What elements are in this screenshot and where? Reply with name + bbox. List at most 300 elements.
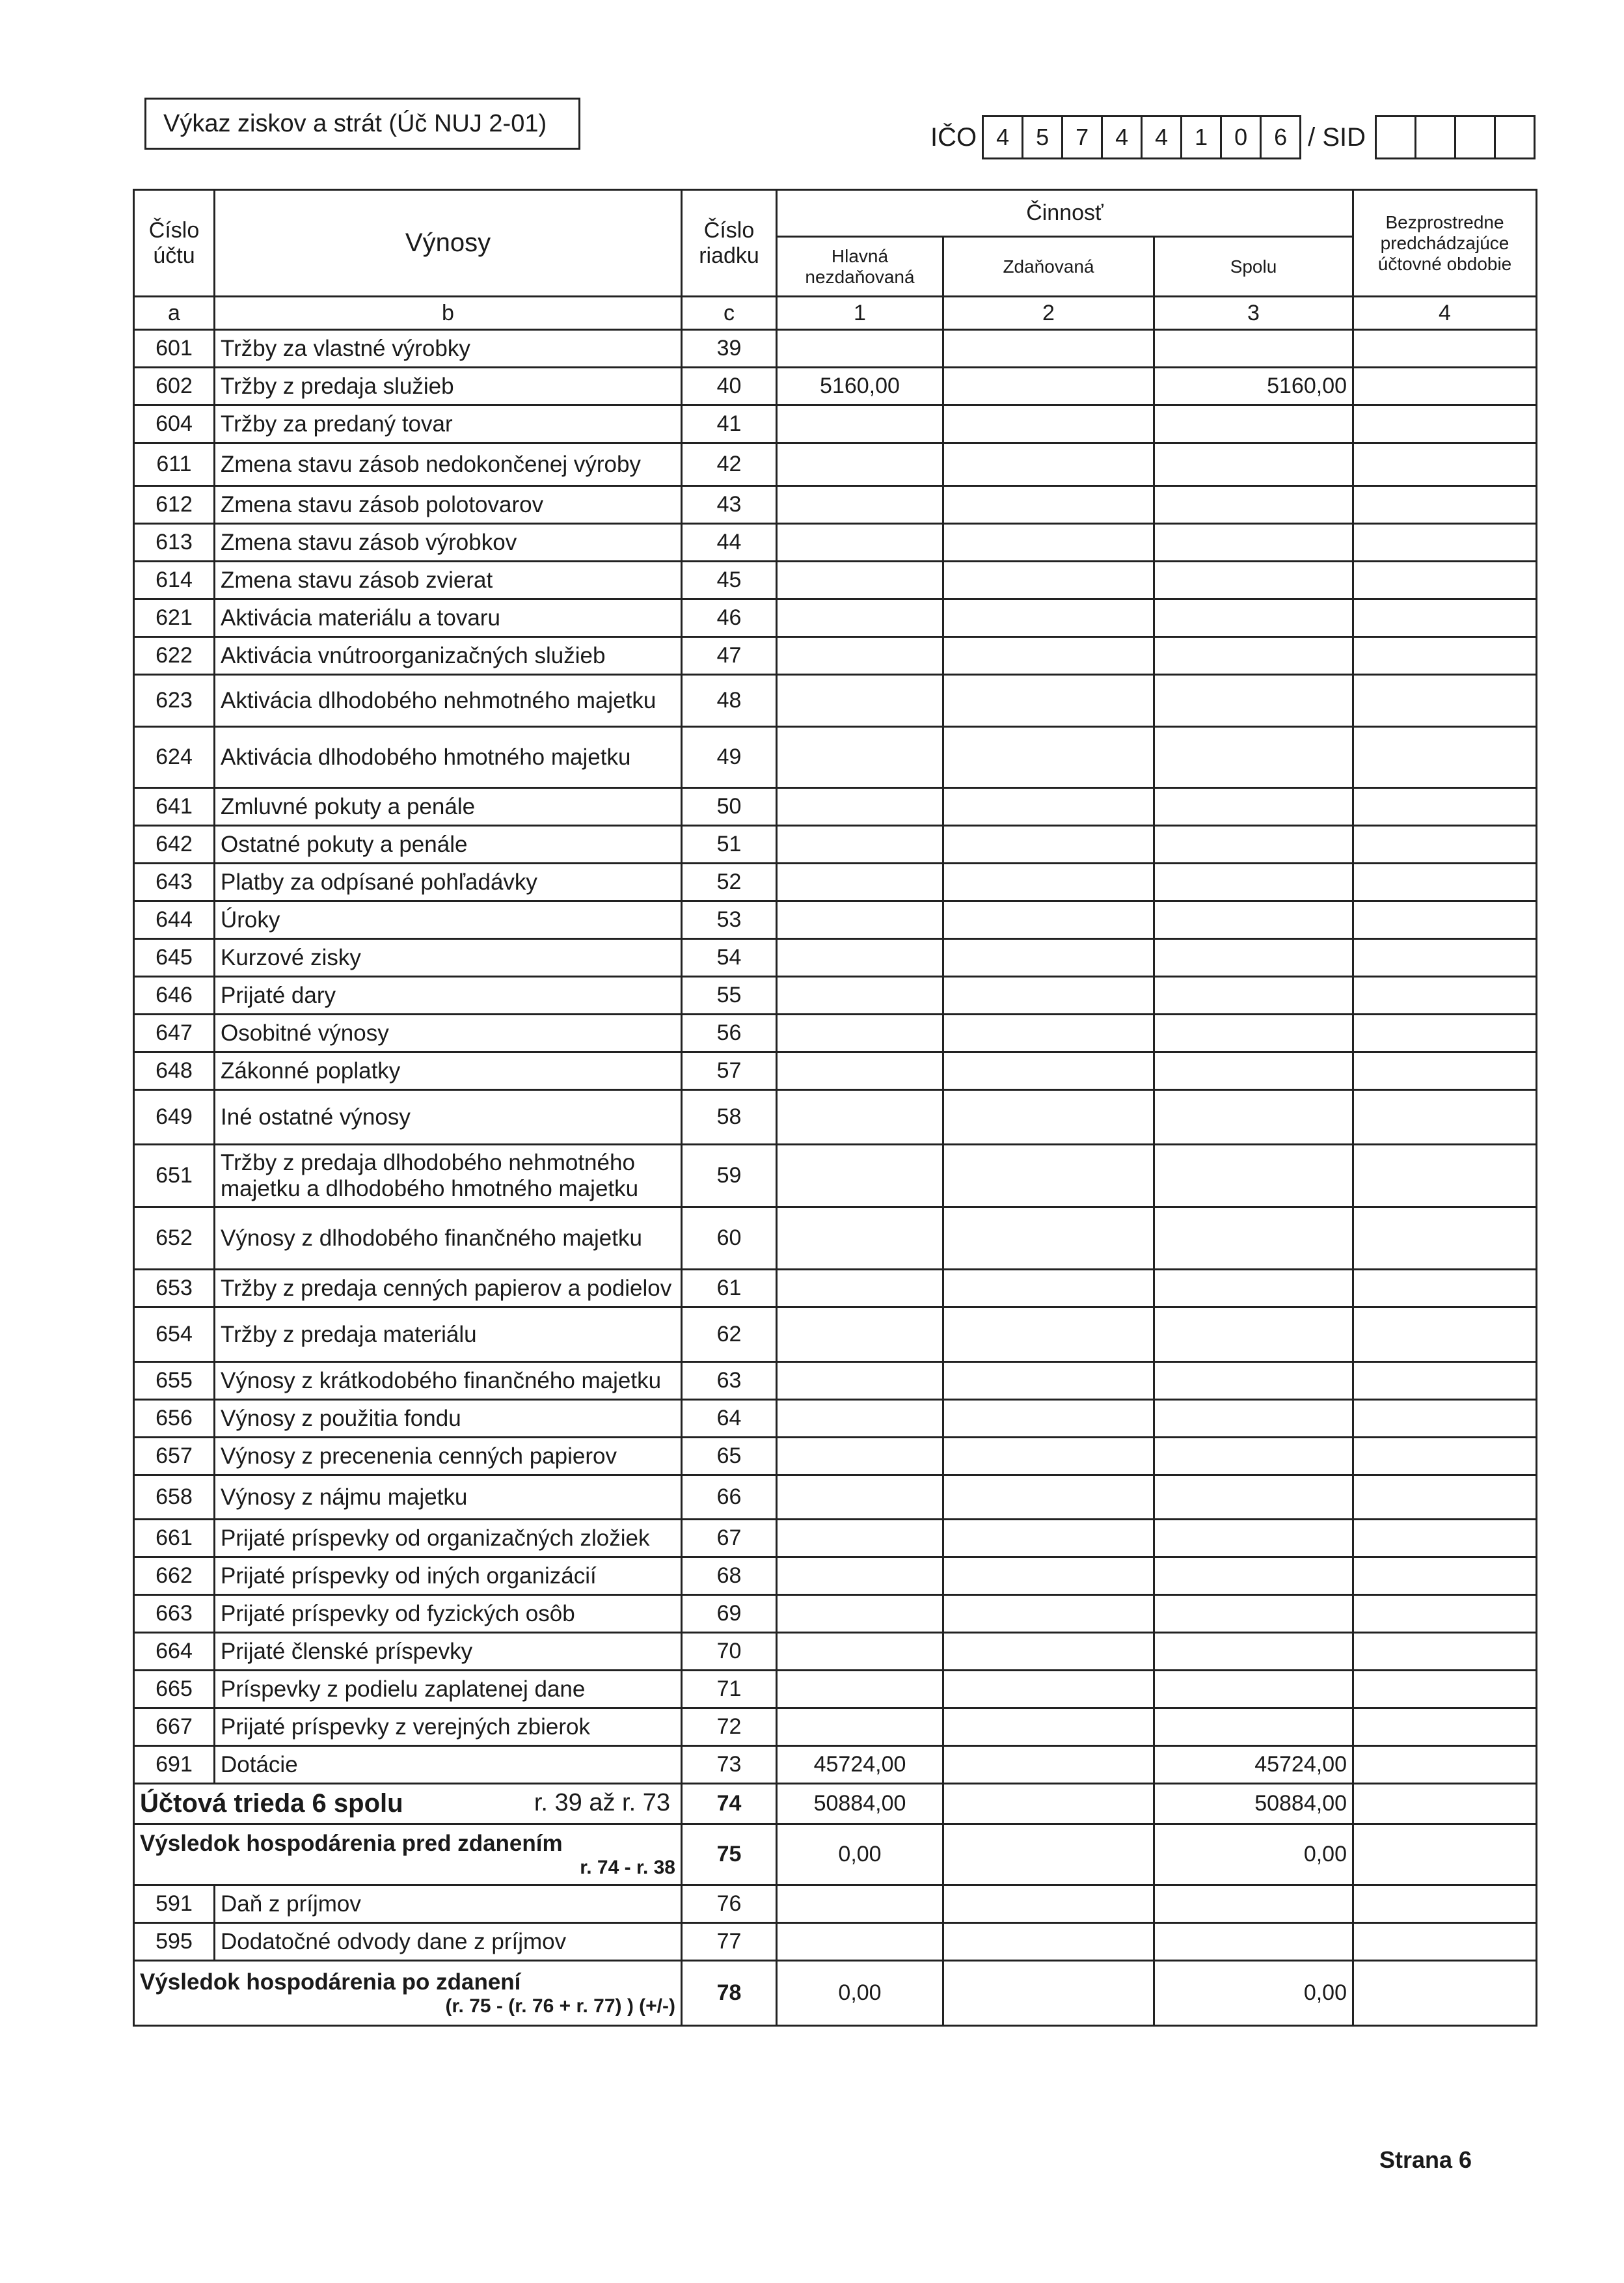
row-number: 69 — [682, 1595, 777, 1633]
table-row — [134, 1708, 1537, 1746]
account-number: 663 — [134, 1595, 215, 1633]
row-description: Ostatné pokuty a penále — [215, 826, 682, 864]
value-taxed — [943, 901, 1154, 939]
value-previous — [1353, 901, 1537, 939]
value-total — [1154, 1362, 1353, 1400]
row-description: Dotácie — [215, 1746, 682, 1784]
ico-digit: 1 — [1182, 117, 1222, 157]
value-total — [1154, 1671, 1353, 1708]
table-row — [134, 977, 1537, 1015]
value-total: 0,00 — [1154, 1824, 1353, 1885]
sid-cell — [1496, 117, 1534, 157]
table-row — [134, 1207, 1537, 1270]
ico-digit: 4 — [1143, 117, 1182, 157]
value-previous — [1353, 1633, 1537, 1671]
value-total — [1154, 1923, 1353, 1961]
value-total — [1154, 405, 1353, 443]
pre-tax-label: Výsledok hospodárenia pred zdanením — [140, 1830, 563, 1856]
table-row — [134, 1090, 1537, 1145]
value-total — [1154, 1475, 1353, 1520]
account-number: 646 — [134, 977, 215, 1015]
pre-tax-formula: r. 74 - r. 38 — [580, 1856, 675, 1878]
value-taxed — [943, 977, 1154, 1015]
value-total — [1154, 1270, 1353, 1307]
row-number: 73 — [682, 1746, 777, 1784]
row-description: Prijaté príspevky od iných organizácií — [215, 1557, 682, 1595]
value-main — [777, 1438, 943, 1475]
value-main — [777, 562, 943, 599]
value-main — [777, 1090, 943, 1145]
value-taxed — [943, 1633, 1154, 1671]
value-taxed — [943, 443, 1154, 486]
value-total — [1154, 1015, 1353, 1052]
value-main — [777, 1145, 943, 1207]
value-taxed — [943, 1090, 1154, 1145]
row-number: 67 — [682, 1520, 777, 1557]
header-revenues: Výnosy — [215, 190, 682, 297]
sid-cell — [1416, 117, 1456, 157]
value-taxed — [943, 1307, 1154, 1362]
row-description: Zákonné poplatky — [215, 1052, 682, 1090]
value-previous — [1353, 939, 1537, 977]
table-row — [134, 788, 1537, 826]
row-description: Zmluvné pokuty a penále — [215, 788, 682, 826]
column-index: 3 — [1154, 297, 1353, 330]
value-main — [777, 1015, 943, 1052]
value-main — [777, 1400, 943, 1438]
account-number: 604 — [134, 405, 215, 443]
table-row — [134, 443, 1537, 486]
sum-class6-label-cell — [134, 1784, 682, 1824]
value-total — [1154, 727, 1353, 788]
row-description: Prijaté členské príspevky — [215, 1633, 682, 1671]
ico-sid-block — [930, 115, 1536, 160]
account-number: 662 — [134, 1557, 215, 1595]
value-main — [777, 1052, 943, 1090]
row-description: Zmena stavu zásob zvierat — [215, 562, 682, 599]
sum-class6-range: r. 39 až r. 73 — [534, 1789, 670, 1816]
value-main — [777, 675, 943, 727]
row-description: Tržby za vlastné výrobky — [215, 330, 682, 368]
row-number: 43 — [682, 486, 777, 524]
value-previous — [1353, 637, 1537, 675]
row-number: 39 — [682, 330, 777, 368]
value-total: 0,00 — [1154, 1961, 1353, 2026]
value-taxed — [943, 1961, 1154, 2026]
sid-label: / SID — [1308, 122, 1366, 152]
row-number: 56 — [682, 1015, 777, 1052]
value-main: 50884,00 — [777, 1784, 943, 1824]
value-taxed — [943, 1475, 1154, 1520]
column-index: 2 — [943, 297, 1154, 330]
table-row — [134, 1923, 1537, 1961]
value-previous — [1353, 443, 1537, 486]
row-description: Tržby z predaja dlhodobého nehmotného majetku a dlhodobého hmotného majetku — [215, 1145, 682, 1207]
value-previous — [1353, 1595, 1537, 1633]
account-number: 653 — [134, 1270, 215, 1307]
table-row — [134, 1362, 1537, 1400]
table-row — [134, 1052, 1537, 1090]
value-taxed — [943, 599, 1154, 637]
value-total — [1154, 1557, 1353, 1595]
value-main — [777, 826, 943, 864]
value-previous — [1353, 330, 1537, 368]
row-number: 46 — [682, 599, 777, 637]
value-previous — [1353, 1307, 1537, 1362]
account-number: 641 — [134, 788, 215, 826]
ico-label: IČO — [930, 122, 977, 152]
table-row — [134, 1885, 1537, 1923]
value-previous — [1353, 599, 1537, 637]
table-row — [134, 486, 1537, 524]
row-description: Aktivácia vnútroorganizačných služieb — [215, 637, 682, 675]
account-number: 647 — [134, 1015, 215, 1052]
row-number: 54 — [682, 939, 777, 977]
row-description: Výnosy z precenenia cenných papierov — [215, 1438, 682, 1475]
value-taxed — [943, 1746, 1154, 1784]
value-taxed — [943, 1052, 1154, 1090]
header-activity: Činnosť — [777, 190, 1353, 237]
value-total — [1154, 901, 1353, 939]
table-row — [134, 1633, 1537, 1671]
row-description: Výnosy z dlhodobého finančného majetku — [215, 1207, 682, 1270]
value-main: 45724,00 — [777, 1746, 943, 1784]
table-row — [134, 1307, 1537, 1362]
row-description: Prijaté príspevky z verejných zbierok — [215, 1708, 682, 1746]
value-main — [777, 864, 943, 901]
value-total — [1154, 1400, 1353, 1438]
table-row — [134, 1400, 1537, 1438]
row-number: 77 — [682, 1923, 777, 1961]
value-taxed — [943, 1400, 1154, 1438]
ico-digit: 5 — [1023, 117, 1063, 157]
account-number: 613 — [134, 524, 215, 562]
row-number: 52 — [682, 864, 777, 901]
row-number: 58 — [682, 1090, 777, 1145]
column-index: c — [682, 297, 777, 330]
value-previous — [1353, 1475, 1537, 1520]
account-number: 624 — [134, 727, 215, 788]
header-row-number: Číslo riadku — [682, 190, 777, 297]
account-number: 654 — [134, 1307, 215, 1362]
value-previous — [1353, 1270, 1537, 1307]
table-row — [134, 562, 1537, 599]
header-main-untaxed: Hlavná nezdaňovaná — [777, 237, 943, 297]
account-number: 652 — [134, 1207, 215, 1270]
sid-cell — [1456, 117, 1496, 157]
value-previous — [1353, 1362, 1537, 1400]
value-previous — [1353, 1708, 1537, 1746]
value-total — [1154, 524, 1353, 562]
value-total — [1154, 486, 1353, 524]
row-description: Zmena stavu zásob nedokončenej výroby — [215, 443, 682, 486]
value-taxed — [943, 486, 1154, 524]
value-main — [777, 443, 943, 486]
value-total — [1154, 443, 1353, 486]
value-total — [1154, 1595, 1353, 1633]
row-number: 71 — [682, 1671, 777, 1708]
row-number: 61 — [682, 1270, 777, 1307]
row-number: 66 — [682, 1475, 777, 1520]
revenue-table — [133, 189, 1537, 2027]
value-previous — [1353, 788, 1537, 826]
value-main — [777, 1885, 943, 1923]
column-index: a — [134, 297, 215, 330]
value-main — [777, 524, 943, 562]
column-index: 1 — [777, 297, 943, 330]
value-taxed — [943, 1784, 1154, 1824]
row-description: Aktivácia materiálu a tovaru — [215, 599, 682, 637]
sum-class6-label: Účtová trieda 6 spolu — [140, 1789, 403, 1818]
row-description: Aktivácia dlhodobého hmotného majetku — [215, 727, 682, 788]
value-taxed — [943, 1923, 1154, 1961]
account-number: 643 — [134, 864, 215, 901]
account-number: 645 — [134, 939, 215, 977]
table-body — [134, 330, 1537, 1784]
ico-digits — [982, 115, 1301, 159]
value-taxed — [943, 637, 1154, 675]
value-total — [1154, 1520, 1353, 1557]
value-total — [1154, 675, 1353, 727]
value-taxed — [943, 1438, 1154, 1475]
column-index: b — [215, 297, 682, 330]
header-taxed: Zdaňovaná — [943, 237, 1154, 297]
value-main — [777, 330, 943, 368]
value-previous — [1353, 1207, 1537, 1270]
account-number: 661 — [134, 1520, 215, 1557]
row-number: 63 — [682, 1362, 777, 1400]
value-main — [777, 1595, 943, 1633]
account-number: 595 — [134, 1923, 215, 1961]
account-number: 658 — [134, 1475, 215, 1520]
row-number: 59 — [682, 1145, 777, 1207]
value-previous — [1353, 1557, 1537, 1595]
table-row — [134, 1475, 1537, 1520]
ico-digit: 4 — [1103, 117, 1143, 157]
row-number: 42 — [682, 443, 777, 486]
value-taxed — [943, 1520, 1154, 1557]
value-total — [1154, 1052, 1353, 1090]
sid-cell — [1377, 117, 1416, 157]
row-description: Úroky — [215, 901, 682, 939]
value-total — [1154, 864, 1353, 901]
row-description: Tržby z predaja cenných papierov a podielov — [215, 1270, 682, 1307]
row-description: Tržby z predaja materiálu — [215, 1307, 682, 1362]
row-description: Prijaté príspevky od organizačných zložiek — [215, 1520, 682, 1557]
row-number: 64 — [682, 1400, 777, 1438]
value-main — [777, 637, 943, 675]
row-number: 40 — [682, 368, 777, 405]
value-taxed — [943, 1708, 1154, 1746]
row-number: 65 — [682, 1438, 777, 1475]
account-number: 667 — [134, 1708, 215, 1746]
row-description: Výnosy z nájmu majetku — [215, 1475, 682, 1520]
table-row — [134, 826, 1537, 864]
value-previous — [1353, 1671, 1537, 1708]
row-number: 72 — [682, 1708, 777, 1746]
row-number: 53 — [682, 901, 777, 939]
value-total — [1154, 1307, 1353, 1362]
table-row — [134, 524, 1537, 562]
value-total — [1154, 1438, 1353, 1475]
table-row — [134, 368, 1537, 405]
table-row — [134, 901, 1537, 939]
account-number: 651 — [134, 1145, 215, 1207]
row-description: Dodatočné odvody dane z príjmov — [215, 1923, 682, 1961]
value-taxed — [943, 864, 1154, 901]
value-main — [777, 1557, 943, 1595]
row-description: Osobitné výnosy — [215, 1015, 682, 1052]
value-total — [1154, 1885, 1353, 1923]
value-main — [777, 1207, 943, 1270]
ico-digit: 7 — [1063, 117, 1103, 157]
row-description: Platby za odpísané pohľadávky — [215, 864, 682, 901]
account-number: 644 — [134, 901, 215, 939]
account-number: 648 — [134, 1052, 215, 1090]
value-main — [777, 1923, 943, 1961]
value-main — [777, 599, 943, 637]
value-taxed — [943, 1207, 1154, 1270]
row-number: 50 — [682, 788, 777, 826]
table-row — [134, 727, 1537, 788]
table-row — [134, 675, 1537, 727]
value-previous — [1353, 864, 1537, 901]
value-previous — [1353, 826, 1537, 864]
account-number: 642 — [134, 826, 215, 864]
row-number: 60 — [682, 1207, 777, 1270]
row-number: 51 — [682, 826, 777, 864]
value-total — [1154, 1708, 1353, 1746]
value-previous — [1353, 1885, 1537, 1923]
ico-digit: 4 — [984, 117, 1023, 157]
account-number: 664 — [134, 1633, 215, 1671]
value-main — [777, 788, 943, 826]
account-number: 622 — [134, 637, 215, 675]
row-description: Zmena stavu zásob výrobkov — [215, 524, 682, 562]
table-row — [134, 1824, 1537, 1885]
row-description: Tržby z predaja služieb — [215, 368, 682, 405]
table-row — [134, 1595, 1537, 1633]
row-description: Príspevky z podielu zaplatenej dane — [215, 1671, 682, 1708]
value-total — [1154, 330, 1353, 368]
row-number: 62 — [682, 1307, 777, 1362]
row-description: Daň z príjmov — [215, 1885, 682, 1923]
row-description: Zmena stavu zásob polotovarov — [215, 486, 682, 524]
table-row — [134, 1784, 1537, 1824]
row-number: 70 — [682, 1633, 777, 1671]
report-title: Výkaz ziskov a strát (Úč NUJ 2-01) — [144, 98, 580, 150]
value-total — [1154, 977, 1353, 1015]
value-total — [1154, 1207, 1353, 1270]
account-number: 665 — [134, 1671, 215, 1708]
table-row — [134, 1520, 1537, 1557]
value-previous — [1353, 1923, 1537, 1961]
value-main — [777, 1307, 943, 1362]
value-main — [777, 901, 943, 939]
row-number: 57 — [682, 1052, 777, 1090]
page-number: Strana 6 — [1379, 2146, 1472, 2173]
post-tax-label-cell — [134, 1961, 682, 2026]
column-index: 4 — [1353, 297, 1537, 330]
value-previous — [1353, 486, 1537, 524]
row-description: Kurzové zisky — [215, 939, 682, 977]
header-total: Spolu — [1154, 237, 1353, 297]
value-previous — [1353, 727, 1537, 788]
value-previous — [1353, 1145, 1537, 1207]
value-main — [777, 405, 943, 443]
value-previous — [1353, 1746, 1537, 1784]
account-number: 601 — [134, 330, 215, 368]
value-taxed — [943, 330, 1154, 368]
value-previous — [1353, 1438, 1537, 1475]
post-tax-label: Výsledok hospodárenia po zdanení — [140, 1969, 521, 1995]
row-number: 44 — [682, 524, 777, 562]
value-previous — [1353, 1400, 1537, 1438]
table-summary — [134, 1784, 1537, 2026]
value-taxed — [943, 788, 1154, 826]
value-total — [1154, 939, 1353, 977]
value-main — [777, 1671, 943, 1708]
value-total — [1154, 599, 1353, 637]
value-taxed — [943, 562, 1154, 599]
value-previous — [1353, 405, 1537, 443]
account-number: 657 — [134, 1438, 215, 1475]
value-previous — [1353, 368, 1537, 405]
value-taxed — [943, 524, 1154, 562]
value-taxed — [943, 727, 1154, 788]
account-number: 656 — [134, 1400, 215, 1438]
value-total — [1154, 1090, 1353, 1145]
value-previous — [1353, 1052, 1537, 1090]
row-number: 49 — [682, 727, 777, 788]
row-description: Výnosy z použitia fondu — [215, 1400, 682, 1438]
row-number: 48 — [682, 675, 777, 727]
row-number: 47 — [682, 637, 777, 675]
value-total: 50884,00 — [1154, 1784, 1353, 1824]
ico-digit: 0 — [1222, 117, 1262, 157]
value-main — [777, 1633, 943, 1671]
value-main: 0,00 — [777, 1824, 943, 1885]
value-taxed — [943, 1595, 1154, 1633]
row-description: Aktivácia dlhodobého nehmotného majetku — [215, 675, 682, 727]
account-number: 602 — [134, 368, 215, 405]
value-taxed — [943, 405, 1154, 443]
row-number: 68 — [682, 1557, 777, 1595]
table-row — [134, 599, 1537, 637]
table-row — [134, 1671, 1537, 1708]
table-row — [134, 637, 1537, 675]
value-main: 0,00 — [777, 1961, 943, 2026]
row-number: 41 — [682, 405, 777, 443]
value-taxed — [943, 1015, 1154, 1052]
row-description: Prijaté dary — [215, 977, 682, 1015]
value-previous — [1353, 562, 1537, 599]
value-total — [1154, 1633, 1353, 1671]
row-number: 74 — [682, 1784, 777, 1824]
value-main — [777, 1708, 943, 1746]
value-main — [777, 1270, 943, 1307]
value-previous — [1353, 977, 1537, 1015]
table-row — [134, 1746, 1537, 1784]
value-previous — [1353, 1784, 1537, 1824]
value-total — [1154, 637, 1353, 675]
table-row — [134, 330, 1537, 368]
table-row — [134, 1270, 1537, 1307]
value-total — [1154, 1145, 1353, 1207]
value-taxed — [943, 1145, 1154, 1207]
value-total — [1154, 788, 1353, 826]
value-total: 5160,00 — [1154, 368, 1353, 405]
